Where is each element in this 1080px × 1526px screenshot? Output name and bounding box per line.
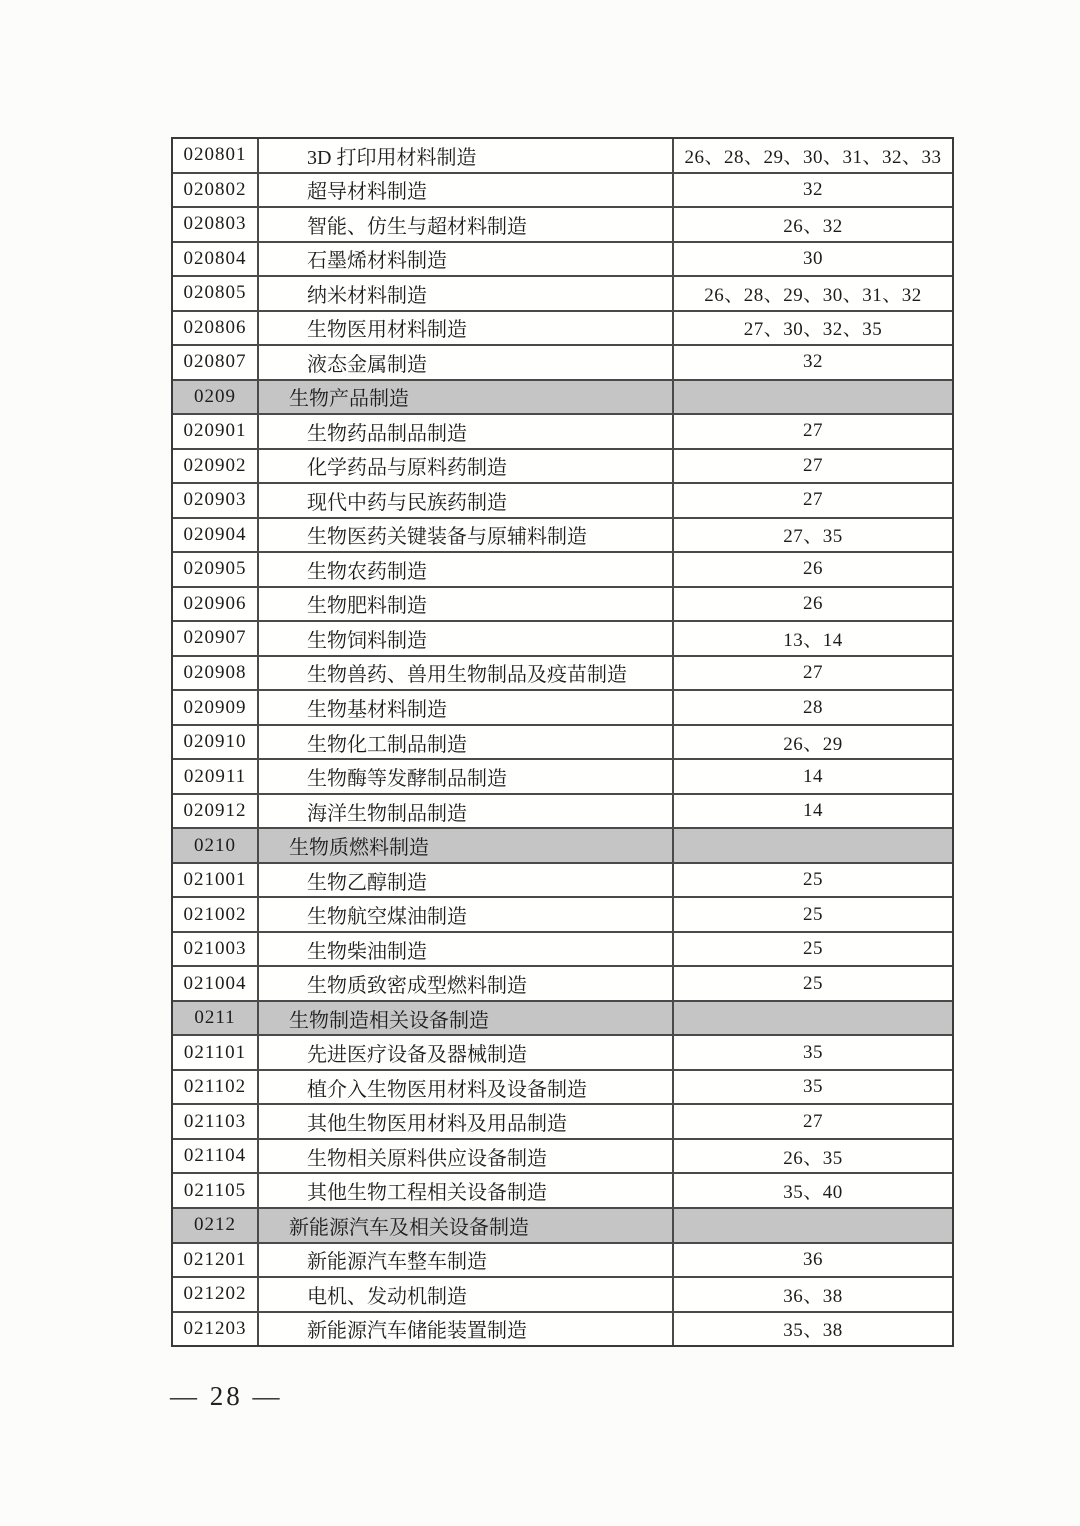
row-values bbox=[672, 1002, 952, 1035]
row-code: 021003 bbox=[183, 938, 247, 960]
row-name: 化学药品与原料药制造 bbox=[257, 450, 672, 483]
row-name: 海洋生物制品制造 bbox=[257, 795, 672, 828]
row-code: 020907 bbox=[183, 627, 247, 649]
row-code: 020804 bbox=[183, 247, 247, 269]
row-values: 35、38 bbox=[672, 1313, 952, 1346]
row-name: 生物化工制品制造 bbox=[257, 726, 672, 759]
row-values: 27、30、32、35 bbox=[672, 312, 952, 345]
row-code: 021201 bbox=[183, 1248, 247, 1270]
row-values: 27 bbox=[672, 450, 952, 483]
row-code: 0211 bbox=[194, 1007, 236, 1029]
row-code: 0209 bbox=[194, 385, 236, 407]
row-name: 其他生物医用材料及用品制造 bbox=[257, 1105, 672, 1138]
row-name: 新能源汽车整车制造 bbox=[257, 1244, 672, 1277]
table-row bbox=[173, 1103, 952, 1138]
table-row bbox=[173, 275, 952, 310]
row-values: 28 bbox=[672, 691, 952, 724]
table-row bbox=[173, 862, 952, 897]
row-values: 27 bbox=[672, 1105, 952, 1138]
table-row bbox=[173, 689, 952, 724]
table-row bbox=[173, 1207, 952, 1242]
table-row bbox=[173, 1000, 952, 1035]
row-values: 36 bbox=[672, 1244, 952, 1277]
table-row bbox=[173, 344, 952, 379]
row-values: 25 bbox=[672, 898, 952, 931]
row-values: 26 bbox=[672, 553, 952, 586]
row-values: 36、38 bbox=[672, 1278, 952, 1311]
row-code: 021101 bbox=[183, 1041, 247, 1063]
table-row bbox=[173, 448, 952, 483]
table-row bbox=[173, 655, 952, 690]
row-name: 生物农药制造 bbox=[257, 553, 672, 586]
table-row bbox=[173, 1311, 952, 1346]
table-row bbox=[173, 1034, 952, 1069]
table-row bbox=[173, 827, 952, 862]
row-values: 32 bbox=[672, 174, 952, 207]
row-name: 液态金属制造 bbox=[257, 346, 672, 379]
row-name: 石墨烯材料制造 bbox=[257, 243, 672, 276]
row-values: 26、29 bbox=[672, 726, 952, 759]
table-row bbox=[173, 1138, 952, 1173]
table-row bbox=[173, 379, 952, 414]
row-code: 021203 bbox=[183, 1317, 247, 1339]
row-code: 020911 bbox=[183, 765, 247, 787]
row-values: 27 bbox=[672, 657, 952, 690]
table-row bbox=[173, 1172, 952, 1207]
table-row bbox=[173, 758, 952, 793]
row-values: 14 bbox=[672, 760, 952, 793]
row-code: 020807 bbox=[183, 351, 247, 373]
row-name: 生物航空煤油制造 bbox=[257, 898, 672, 931]
table-row bbox=[173, 310, 952, 345]
row-name: 生物柴油制造 bbox=[257, 933, 672, 966]
row-code: 020805 bbox=[183, 282, 247, 304]
classification-table bbox=[171, 137, 954, 1347]
row-values: 25 bbox=[672, 967, 952, 1000]
row-name: 生物兽药、兽用生物制品及疫苗制造 bbox=[257, 657, 672, 690]
row-code: 020901 bbox=[183, 420, 247, 442]
table-row bbox=[173, 724, 952, 759]
row-code: 0210 bbox=[194, 834, 236, 856]
table-row bbox=[173, 413, 952, 448]
row-code: 020802 bbox=[183, 178, 247, 200]
row-values bbox=[672, 381, 952, 414]
row-values: 14 bbox=[672, 795, 952, 828]
row-values bbox=[672, 1209, 952, 1242]
row-code: 020801 bbox=[183, 144, 247, 166]
row-values: 26、32 bbox=[672, 208, 952, 241]
row-code: 021105 bbox=[183, 1179, 247, 1201]
row-name: 超导材料制造 bbox=[257, 174, 672, 207]
row-code: 021102 bbox=[183, 1076, 247, 1098]
row-name: 智能、仿生与超材料制造 bbox=[257, 208, 672, 241]
row-name: 其他生物工程相关设备制造 bbox=[257, 1174, 672, 1207]
table-row bbox=[173, 793, 952, 828]
row-values: 35 bbox=[672, 1036, 952, 1069]
row-code: 0212 bbox=[194, 1214, 236, 1236]
row-code: 021002 bbox=[183, 903, 247, 925]
row-name: 生物乙醇制造 bbox=[257, 864, 672, 897]
row-values: 26 bbox=[672, 588, 952, 621]
table-row bbox=[173, 1069, 952, 1104]
row-values: 27 bbox=[672, 415, 952, 448]
row-name: 生物质致密成型燃料制造 bbox=[257, 967, 672, 1000]
row-values: 25 bbox=[672, 933, 952, 966]
table-row bbox=[173, 206, 952, 241]
row-code: 020906 bbox=[183, 592, 247, 614]
row-values: 35 bbox=[672, 1071, 952, 1104]
row-code: 020905 bbox=[183, 558, 247, 580]
row-name: 生物酶等发酵制品制造 bbox=[257, 760, 672, 793]
row-values: 30 bbox=[672, 243, 952, 276]
row-values: 27、35 bbox=[672, 519, 952, 552]
row-name: 生物肥料制造 bbox=[257, 588, 672, 621]
row-name: 现代中药与民族药制造 bbox=[257, 484, 672, 517]
table-row bbox=[173, 139, 952, 172]
row-code: 021104 bbox=[183, 1145, 247, 1167]
row-code: 020912 bbox=[183, 800, 247, 822]
row-values: 13、14 bbox=[672, 622, 952, 655]
row-code: 020910 bbox=[183, 731, 247, 753]
row-code: 020903 bbox=[183, 489, 247, 511]
row-code: 021001 bbox=[183, 869, 247, 891]
row-values: 26、35 bbox=[672, 1140, 952, 1173]
row-name: 电机、发动机制造 bbox=[257, 1278, 672, 1311]
table-row bbox=[173, 965, 952, 1000]
row-values: 26、28、29、30、31、32、33 bbox=[672, 139, 952, 172]
row-code: 020908 bbox=[183, 661, 247, 683]
row-name: 植介入生物医用材料及设备制造 bbox=[257, 1071, 672, 1104]
row-code: 020909 bbox=[183, 696, 247, 718]
row-name: 生物基材料制造 bbox=[257, 691, 672, 724]
row-values: 26、28、29、30、31、32 bbox=[672, 277, 952, 310]
row-name: 先进医疗设备及器械制造 bbox=[257, 1036, 672, 1069]
row-name: 生物医药关键装备与原辅料制造 bbox=[257, 519, 672, 552]
table-row bbox=[173, 586, 952, 621]
table-row bbox=[173, 517, 952, 552]
row-values: 25 bbox=[672, 864, 952, 897]
row-name: 生物医用材料制造 bbox=[257, 312, 672, 345]
table-row bbox=[173, 1276, 952, 1311]
row-name: 生物产品制造 bbox=[257, 381, 672, 414]
row-name: 新能源汽车及相关设备制造 bbox=[257, 1209, 672, 1242]
table-row bbox=[173, 551, 952, 586]
row-code: 020806 bbox=[183, 316, 247, 338]
row-code: 020902 bbox=[183, 454, 247, 476]
row-name: 生物质燃料制造 bbox=[257, 829, 672, 862]
row-code: 021103 bbox=[183, 1110, 247, 1132]
page-number: — 28 — bbox=[170, 1381, 283, 1411]
table-row bbox=[173, 931, 952, 966]
row-code: 021202 bbox=[183, 1283, 247, 1305]
table-row bbox=[173, 1242, 952, 1277]
row-code: 020803 bbox=[183, 213, 247, 235]
table-row bbox=[173, 241, 952, 276]
row-code: 021004 bbox=[183, 972, 247, 994]
row-values: 35、40 bbox=[672, 1174, 952, 1207]
table-row bbox=[173, 620, 952, 655]
row-name: 新能源汽车储能装置制造 bbox=[257, 1313, 672, 1346]
row-name: 生物药品制品制造 bbox=[257, 415, 672, 448]
row-values: 27 bbox=[672, 484, 952, 517]
row-values bbox=[672, 829, 952, 862]
row-values: 32 bbox=[672, 346, 952, 379]
table-row bbox=[173, 482, 952, 517]
row-name: 纳米材料制造 bbox=[257, 277, 672, 310]
row-name: 生物制造相关设备制造 bbox=[257, 1002, 672, 1035]
table-row bbox=[173, 896, 952, 931]
table-row bbox=[173, 172, 952, 207]
row-name: 3D 打印用材料制造 bbox=[257, 139, 672, 172]
row-code: 020904 bbox=[183, 523, 247, 545]
row-name: 生物饲料制造 bbox=[257, 622, 672, 655]
row-name: 生物相关原料供应设备制造 bbox=[257, 1140, 672, 1173]
